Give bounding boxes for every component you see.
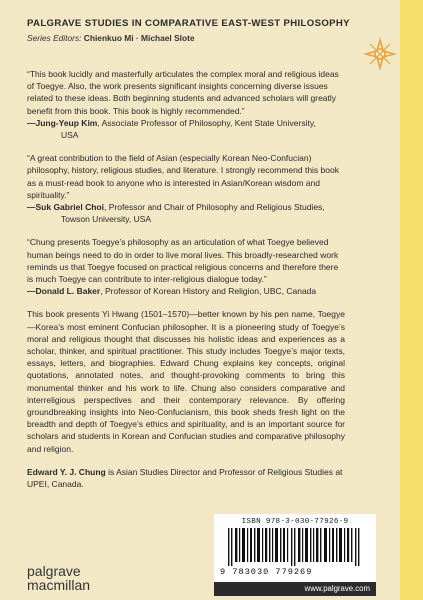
isbn-label: ISBN 978-3-030-77926-9 (241, 518, 349, 526)
palgrave-star-logo-icon (362, 36, 398, 72)
author-bio-text: is Asian Studies Director and Professor of Religious Studies at UPEI, Canada. (27, 466, 343, 490)
quote-text: “A great contribution to the field of Asian (especially Korean Neo-Confucian) philosophy, history, religious studies, and literature. I strongly recommend this book as a must-read book to anyone who is interested in Asian/Korean wisdom and spirituality.” (27, 153, 339, 200)
spine-edge (400, 0, 423, 600)
quote-affiliation-cont: Towson University, USA (61, 214, 152, 225)
series-editors (27, 33, 195, 43)
quote-author: —Jung-Yeup Kim (27, 117, 98, 128)
quote-affiliation: , Professor and Chair of Philosophy and Religious Studies, (104, 202, 325, 213)
quote-affiliation: , Associate Professor of Philosophy, Kent State University, (97, 117, 316, 128)
ean-number: 9 783030 779269 (220, 567, 313, 577)
quote-author: —Suk Gabriel Choi (27, 202, 104, 213)
quote-attribution (27, 285, 345, 297)
endorsement-quote (27, 152, 345, 225)
series-editors-names: Chienkuo Mi · Michael Slote (83, 33, 195, 43)
endorsement-quote (27, 236, 345, 297)
author-bio (27, 466, 345, 490)
quote-author: —Donald L. Baker (27, 286, 101, 297)
website-url: www.palgrave.com (304, 584, 370, 593)
barcode-box (214, 514, 376, 582)
quote-attribution (27, 201, 345, 225)
author-name: Edward Y. J. Chung (27, 466, 106, 477)
quote-affiliation: , Professor of Korean History and Religion, UBC, Canada (100, 286, 317, 297)
quote-text: “Chung presents Toegye’s philosophy as an articulation of what Toegye believed human beings need to do in order to live moral lives. This broadly-researched work reminds us that Toegye focused on practical religious concerns and therefore there is much Toegye can contribute to inter-religious dialogue today.” (27, 237, 339, 285)
series-editors-label: Series Editors: (27, 33, 82, 43)
barcode-icon (228, 528, 362, 566)
book-description: This book presents Yi Hwang (1501–1570)—better known by his pen name, Toegye—Korea’s most eminent Confucian philosopher. It is a pioneering study of Toegye’s moral and religious thought that discusses his holistic ideas and experiences as a scholar, thinker, and spiritual practitioner. This study includes Toegye’s major texts, essays, letters, and biographies. Edward Chung explains key concepts, original quotations, annotated notes, and thought-provoking comments to bring this monumental thinker and his work to life. Chung also considers comparative and interreligious perspectives and their contemporary relevance. By offering groundbreaking insights into Neo-Confucianism, this book sheds fresh light on the breadth and depth of Toegye’s ethics and spirituality, and is an important source for scholars and students in Korean and Confucian studies and comparative philosophy and religion. (27, 309, 345, 454)
website-bar (214, 582, 376, 596)
quote-affiliation-cont: USA (61, 130, 79, 141)
endorsement-quote (27, 68, 345, 141)
publisher-name-line1: palgrave (27, 563, 81, 579)
publisher-name-line2: macmillan (27, 577, 91, 593)
publisher-logo (27, 564, 90, 592)
quote-text: “This book lucidly and masterfully articulates the complex moral and religious ideas of Toegye. Also, the work presents significant insights concerning diverse issues related to these ideas. Both beginning students and advanced scholars will greatly benefit from this book. This book is highly recommended.” (27, 69, 339, 116)
series-title: PALGRAVE STUDIES IN COMPARATIVE EAST-WEST PHILOSOPHY (27, 18, 350, 29)
quote-attribution (27, 117, 345, 141)
cover-text (27, 68, 345, 490)
